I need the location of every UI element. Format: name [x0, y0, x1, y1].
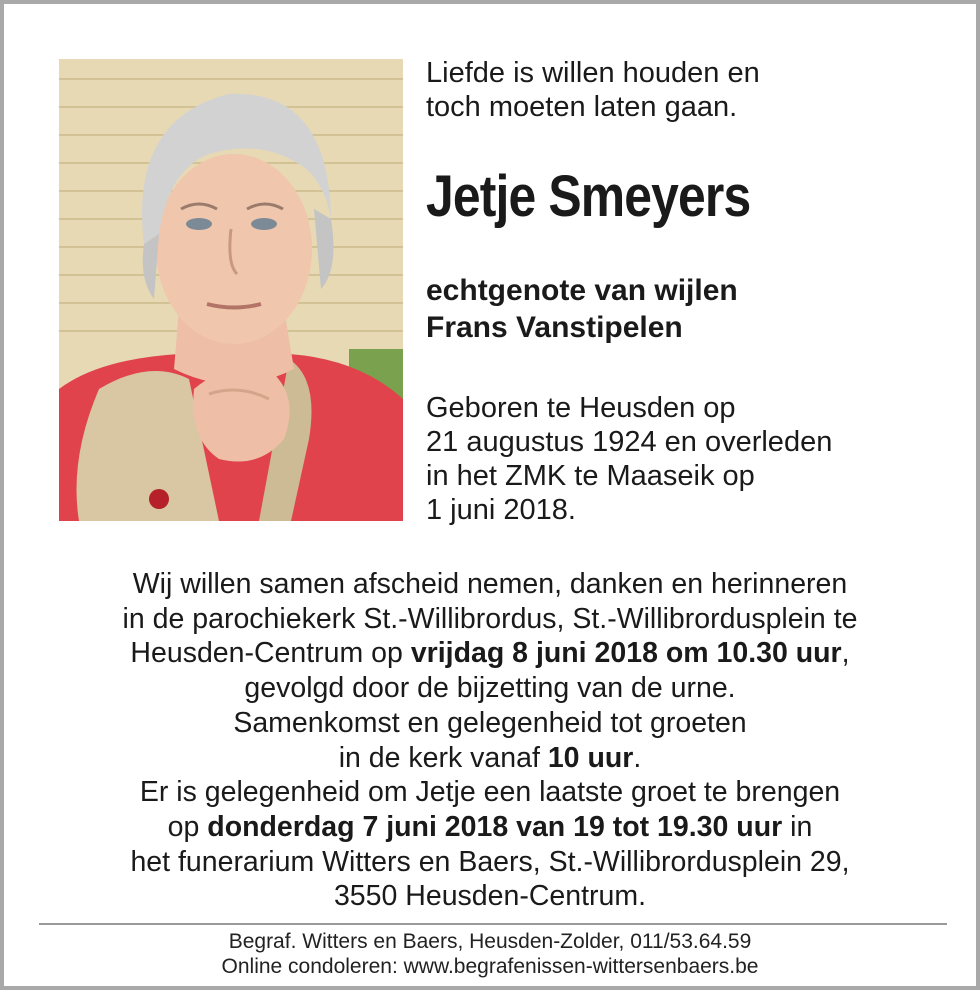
deceased-name: Jetje Smeyers: [426, 164, 751, 229]
spouse-line: Frans Vanstipelen: [426, 311, 683, 344]
ceremony-line: [4, 741, 976, 776]
quote-line: Liefde is willen houden en: [426, 57, 760, 89]
spouse-info: [426, 272, 738, 346]
birth-death-info: [426, 391, 832, 527]
footer: [4, 929, 976, 979]
visitation-date: donderdag 7 juni 2018 van 19 tot 19.30 uur: [207, 810, 783, 843]
ceremony-text-segment: op: [167, 810, 208, 843]
ceremony-line: [4, 810, 976, 845]
portrait-photo: [59, 59, 403, 521]
ceremony-line: in de parochiekerk St.-Willibrordus, St.-Willibrordusplein te: [122, 602, 858, 635]
ceremony-date: vrijdag 8 juni 2018 om 10.30 uur: [410, 637, 842, 670]
ceremony-line: Samenkomst en gelegenheid tot groeten: [233, 706, 747, 739]
footer-divider: [39, 923, 947, 925]
born-line: 21 augustus 1924 en overleden: [426, 426, 833, 458]
ceremony-line: gevolgd door de bijzetting van de urne.: [244, 672, 736, 705]
ceremony-text: [4, 567, 976, 914]
online-condolence-info: Online condoleren: www.begrafenissen-wittersenbaers.be: [221, 955, 759, 978]
ceremony-line: [4, 636, 976, 671]
born-line: Geboren te Heusden op: [426, 392, 736, 424]
born-line: in het ZMK te Maaseik op: [426, 460, 755, 492]
ceremony-text-segment: in: [782, 810, 813, 843]
ceremony-line: het funerarium Witters en Baers, St.-Willibrordusplein 29,: [130, 845, 850, 878]
quote-line: toch moeten laten gaan.: [426, 91, 738, 123]
spouse-line: echtgenote van wijlen: [426, 274, 738, 307]
ceremony-line: Er is gelegenheid om Jetje een laatste groet te brengen: [139, 776, 841, 809]
gathering-time: 10 uur: [547, 741, 634, 774]
ceremony-text-segment: Heusden-Centrum op: [130, 637, 411, 670]
born-line: 1 juni 2018.: [426, 494, 576, 526]
memorial-quote: [426, 56, 760, 124]
ceremony-text-segment: ,: [841, 637, 850, 670]
ceremony-text-segment: in de kerk vanaf: [338, 741, 548, 774]
ceremony-text-segment: .: [633, 741, 642, 774]
funeral-home-info: Begraf. Witters en Baers, Heusden-Zolder, 011/53.64.59: [228, 930, 752, 953]
ceremony-line: 3550 Heusden-Centrum.: [333, 880, 647, 913]
ceremony-line: Wij willen samen afscheid nemen, danken en herinneren: [132, 568, 848, 600]
